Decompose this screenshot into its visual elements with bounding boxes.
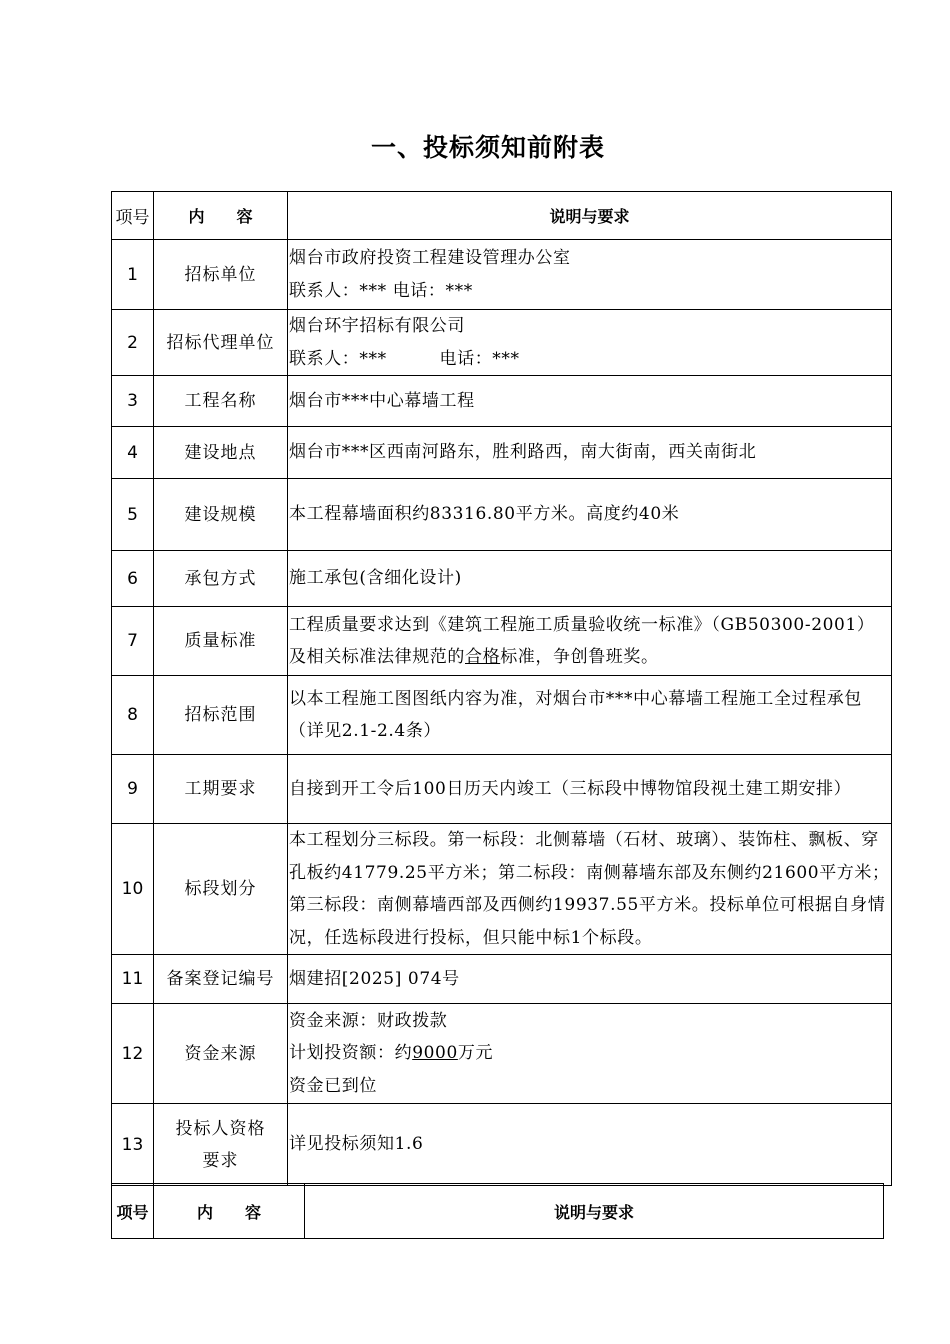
desc-line: 烟台市***区西南河路东，胜利路西，南大街南，西关南街北 <box>289 442 757 463</box>
row-item: 招标单位 <box>154 240 288 310</box>
desc-text-part: 万元 <box>457 1043 494 1064</box>
header-no: 项号 <box>112 192 154 240</box>
item-line: 投标人资格 <box>175 1118 266 1139</box>
desc-line: 联系人：*** 电话：*** <box>289 280 473 301</box>
row-item: 资金来源 <box>154 1004 288 1104</box>
header-desc: 说明与要求 <box>305 1184 884 1239</box>
bid-notice-table <box>111 191 892 1186</box>
desc-line: 资金来源：财政拨款 <box>289 1010 448 1031</box>
row-desc <box>288 551 892 607</box>
row-no: 10 <box>112 824 154 955</box>
row-no: 1 <box>112 240 154 310</box>
desc-line: 烟台市***中心幕墙工程 <box>289 390 475 411</box>
table-row <box>112 607 892 676</box>
row-desc <box>288 676 892 755</box>
row-item: 标段划分 <box>154 824 288 955</box>
desc-text: 本工程划分三标段。第一标段：北侧幕墙（石材、玻璃）、装饰柱、飘板、穿孔板约41779.25平方米；第二标段：南侧幕墙东部及东侧约21600平方米；第三标段：南侧幕墙西部及西侧约19937.55平方米。投标单位可根据自身情况，任选标段进行投标，但只能中标1个标段。 <box>289 830 890 948</box>
table-row <box>112 1104 892 1186</box>
desc-line: 烟建招[2025] 074号 <box>289 968 460 989</box>
desc-text-part: 计划投资额：约 <box>289 1043 413 1064</box>
header-no: 项号 <box>112 1184 154 1239</box>
header-desc: 说明与要求 <box>288 192 892 240</box>
row-item: 招标范围 <box>154 676 288 755</box>
row-no: 8 <box>112 676 154 755</box>
table-row <box>112 240 892 310</box>
row-no: 7 <box>112 607 154 676</box>
table-row <box>112 955 892 1004</box>
desc-text: 自接到开工令后100日历天内竣工（三标段中博物馆段视土建工期安排） <box>289 778 852 799</box>
desc-line: 烟台市政府投资工程建设管理办公室 <box>289 248 571 268</box>
row-item: 建设地点 <box>154 427 288 479</box>
table-header-row <box>112 1184 884 1239</box>
document-title: 一、投标须知前附表 <box>370 133 605 162</box>
table-row <box>112 551 892 607</box>
row-item: 建设规模 <box>154 479 288 551</box>
row-desc <box>288 240 892 310</box>
header-item: 内 容 <box>154 192 288 240</box>
row-desc <box>288 310 892 376</box>
row-no: 3 <box>112 376 154 427</box>
table-row <box>112 427 892 479</box>
header-item: 内 容 <box>154 1184 305 1239</box>
row-no: 4 <box>112 427 154 479</box>
row-desc <box>288 427 892 479</box>
row-desc <box>288 376 892 427</box>
row-no: 13 <box>112 1104 154 1186</box>
desc-line: 详见投标须知1.6 <box>289 1134 424 1155</box>
table-row <box>112 376 892 427</box>
row-no: 11 <box>112 955 154 1004</box>
row-desc <box>288 1004 892 1104</box>
table-row <box>112 479 892 551</box>
table-row <box>112 755 892 824</box>
continued-table-header <box>111 1183 884 1239</box>
row-no: 9 <box>112 755 154 824</box>
row-item: 承包方式 <box>154 551 288 607</box>
row-desc <box>288 607 892 676</box>
table-row <box>112 676 892 755</box>
row-desc <box>288 955 892 1004</box>
row-desc <box>288 755 892 824</box>
desc-line: 联系人：*** 电话：*** <box>289 348 520 369</box>
row-item: 工程名称 <box>154 376 288 427</box>
row-item: 备案登记编号 <box>154 955 288 1004</box>
row-no: 2 <box>112 310 154 376</box>
desc-text <box>289 609 891 674</box>
row-item <box>154 1104 288 1186</box>
row-desc <box>288 479 892 551</box>
item-line: 要求 <box>202 1150 239 1171</box>
row-no: 12 <box>112 1004 154 1104</box>
desc-text: 以本工程施工图图纸内容为准，对烟台市***中心幕墙工程施工全过程承包（详见2.1-2.4条） <box>289 688 862 741</box>
table-row <box>112 824 892 955</box>
desc-line: 资金已到位 <box>289 1075 377 1096</box>
row-item: 招标代理单位 <box>154 310 288 376</box>
row-item: 质量标准 <box>154 607 288 676</box>
row-item: 工期要求 <box>154 755 288 824</box>
underlined-text: 合格 <box>465 647 501 667</box>
desc-line <box>289 1037 891 1070</box>
desc-line: 施工承包(含细化设计) <box>289 568 462 589</box>
row-no: 5 <box>112 479 154 551</box>
desc-line: 烟台环宇招标有限公司 <box>289 316 465 336</box>
desc-text-part: 标准，争创鲁班奖。 <box>500 647 659 667</box>
desc-text-part: 工程质量要求达到《建筑工程施工质量验收统一标准》（GB50300-2001）及相关标准法律规范的 <box>289 614 875 667</box>
row-desc <box>288 1104 892 1186</box>
table-header-row <box>112 192 892 240</box>
row-desc <box>288 824 892 955</box>
table-row <box>112 310 892 376</box>
underlined-text: 9000 <box>412 1043 458 1064</box>
row-no: 6 <box>112 551 154 607</box>
desc-line: 本工程幕墙面积约83316.80平方米。高度约40米 <box>289 504 680 525</box>
table-row <box>112 1004 892 1104</box>
